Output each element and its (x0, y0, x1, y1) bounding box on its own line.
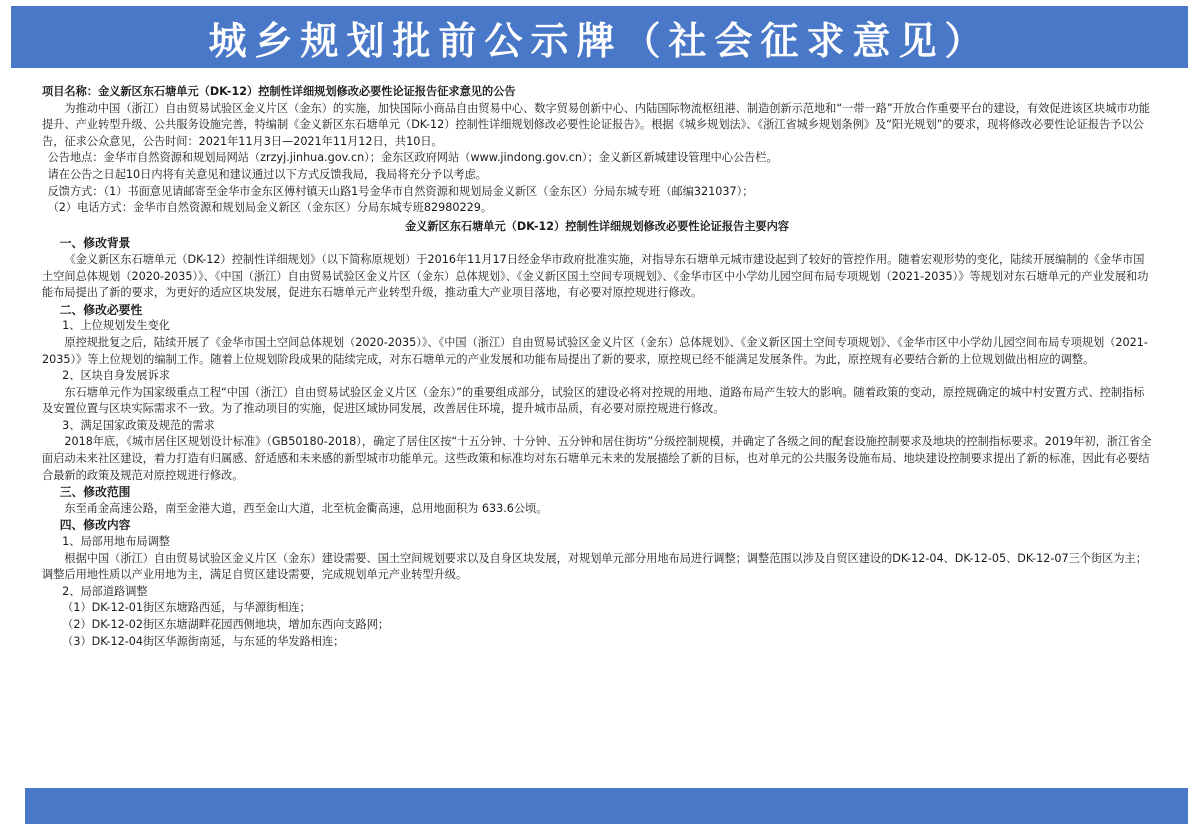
notice-request: 请在公告之日起10日内将有关意见和建议通过以下方式反馈我局，我局将充分予以考虑。 (47, 167, 487, 181)
section-body: 《金义新区东石塘单元（DK-12）控制性详细规划》（以下简称原规划）于2016年11月17日经金华市政府批准实施，对指导东石塘单元城市建设起到了较好的管控作用。随着宏观形势的变化，陆续开展编制的《金华市国土空间总体规划（2020-2035）》、《中国（浙江）自由贸易试验区金义片区（金东）总体规划》、《金义新区国土空间专项规划》、《金华市区中小学幼儿园空间布局专项规划（2021-2035）》等规划对东石塘单元的产业发展和功能布局提出了新的要求，为更好的适应区块发展，促进东石塘单元产业转型升级，推动重大产业项目落地，有必要对原控规进行修改。 (42, 252, 1149, 300)
section-body: 东至甬金高速公路，南至金港大道，西至金山大道，北至杭金衢高速，总用地面积为 633.6公顷。 (64, 501, 548, 515)
banner-title: 城乡规划批前公示牌（社会征求意见） (208, 18, 991, 63)
subsection-heading: 1、上位规划发生变化 (62, 319, 170, 333)
section-heading: 一、修改背景 (59, 236, 131, 251)
project-title: 项目名称：金义新区东石塘单元（DK-12）控制性详细规划修改必要性论证报告征求意见的公告 (42, 85, 516, 98)
section-body: 原控规批复之后，陆续开展了《金华市国土空间总体规划（2020-2035）》、《中国（浙江）自由贸易试验区金义片区（金东）总体规划》、《金义新区国土空间专项规划》、《金华市区中小学幼儿园空间布局专项规划（2021-2035）》等上位规划的编制工作。随着上位规划阶段成果的陆续完成，对东石塘单元的产业发展和功能布局提出了新的要求，原控规已经不能满足发展条件。为此，原控规有必要结合新的上位规划做出相应的调整。 (42, 335, 1148, 366)
footer-banner (25, 788, 1188, 824)
notice-intro: 为推动中国（浙江）自由贸易试验区金义片区（金东）的实施，加快国际小商品自由贸易中心、数字贸易创新中心、内陆国际物流枢纽港、制造创新示范地和“一带一路”开放合作重要平台的建设，有效促进该区块城市功能提升、产业转型升级、公共服务设施完善，特编制《金义新区东石塘单元（DK-12）控制性详细规划修改必要性论证报告》。根据《城乡规划法》、《浙江省城乡规划条例》及“阳光规划”的要求，现将修改必要性论证报告予以公告，征求公众意见，公告时间：2021年11月3日—2021年11月12日，共10日。 (42, 101, 1150, 148)
list-item: （3）DK-12-04街区华源街南延，与东延的华发路相连； (62, 634, 345, 648)
subsection-heading: 3、满足国家政策及规范的需求 (62, 418, 215, 432)
section-body: 根据中国（浙江）自由贸易试验区金义片区（金东）建设需要、国土空间规划要求以及自身区块发展，对规划单元部分用地布局进行调整；调整范围以涉及自贸区建设的DK-12-04、DK-12-05、DK-12-07三个街区为主；调整后用地性质以产业用地为主，满足自贸区建设需要，完成规划单元产业转型升级。 (42, 551, 1147, 582)
list-item: （1）DK-12-01街区东塘路西延，与华源街相连； (62, 601, 311, 615)
list-item: （2）DK-12-02街区东塘湖畔花园西侧地块，增加东西向支路网； (62, 618, 390, 631)
subsection-heading: 1、局部用地布局调整 (62, 535, 170, 549)
subsection-heading: 2、区块自身发展诉求 (62, 369, 170, 383)
section-body: 东石塘单元作为国家级重点工程“中国（浙江）自由贸易试验区金义片区（金东）”的重要组成部分，试验区的建设必将对控规的用地、道路布局产生较大的影响。随着政策的变动，原控规确定的城中村安置方式、控制指标及安置位置与区块实际需求不一致。为了推动项目的实施，促进区域协同发展，改善居住环境，提升城市品质，有必要对原控规进行修改。 (42, 385, 1145, 416)
feedback-method-1: 反馈方式：（1）书面意见请邮寄至金华市金东区傅村镇天山路1号金华市自然资源和规划局金义新区（金东区）分局东城专班（邮编321037）； (47, 184, 754, 198)
section-heading: 二、修改必要性 (59, 302, 143, 317)
section-heading: 三、修改范围 (59, 485, 131, 500)
section-body: 2018年底，《城市居住区规划设计标准》（GB50180-2018），确定了居住区按“十五分钟、十分钟、五分钟和居住街坊”分级控制规模，并确定了各级之间的配套设施控制要求及地块的控制指标要求。2019年初，浙江省全面启动未来社区建设，着力打造有归属感、舒适感和未来感的新型城市功能单元。这些政策和标准均对东石塘单元未来的发展描绘了新的目标，也对单元的公共服务设施布局、地块建设控制要求提出了新的标准，因此有必要结合最新的政策及规范对原控规进行修改。 (42, 435, 1152, 482)
title-banner (11, 6, 1188, 68)
notice-content (42, 84, 1152, 650)
feedback-method-2: （2）电话方式：金华市自然资源和规划局金义新区（金东区）分局东城专班82980229。 (47, 201, 493, 215)
subsection-heading: 2、局部道路调整 (62, 584, 148, 598)
section-heading: 四、修改内容 (59, 518, 131, 533)
report-title: 金义新区东石塘单元（DK-12）控制性详细规划修改必要性论证报告主要内容 (404, 219, 789, 233)
notice-location: 公告地点：金华市自然资源和规划局网站（zrzyj.jinhua.gov.cn）；金东区政府网站（www.jindong.gov.cn）；金义新区新城建设管理中心公告栏。 (47, 151, 778, 165)
